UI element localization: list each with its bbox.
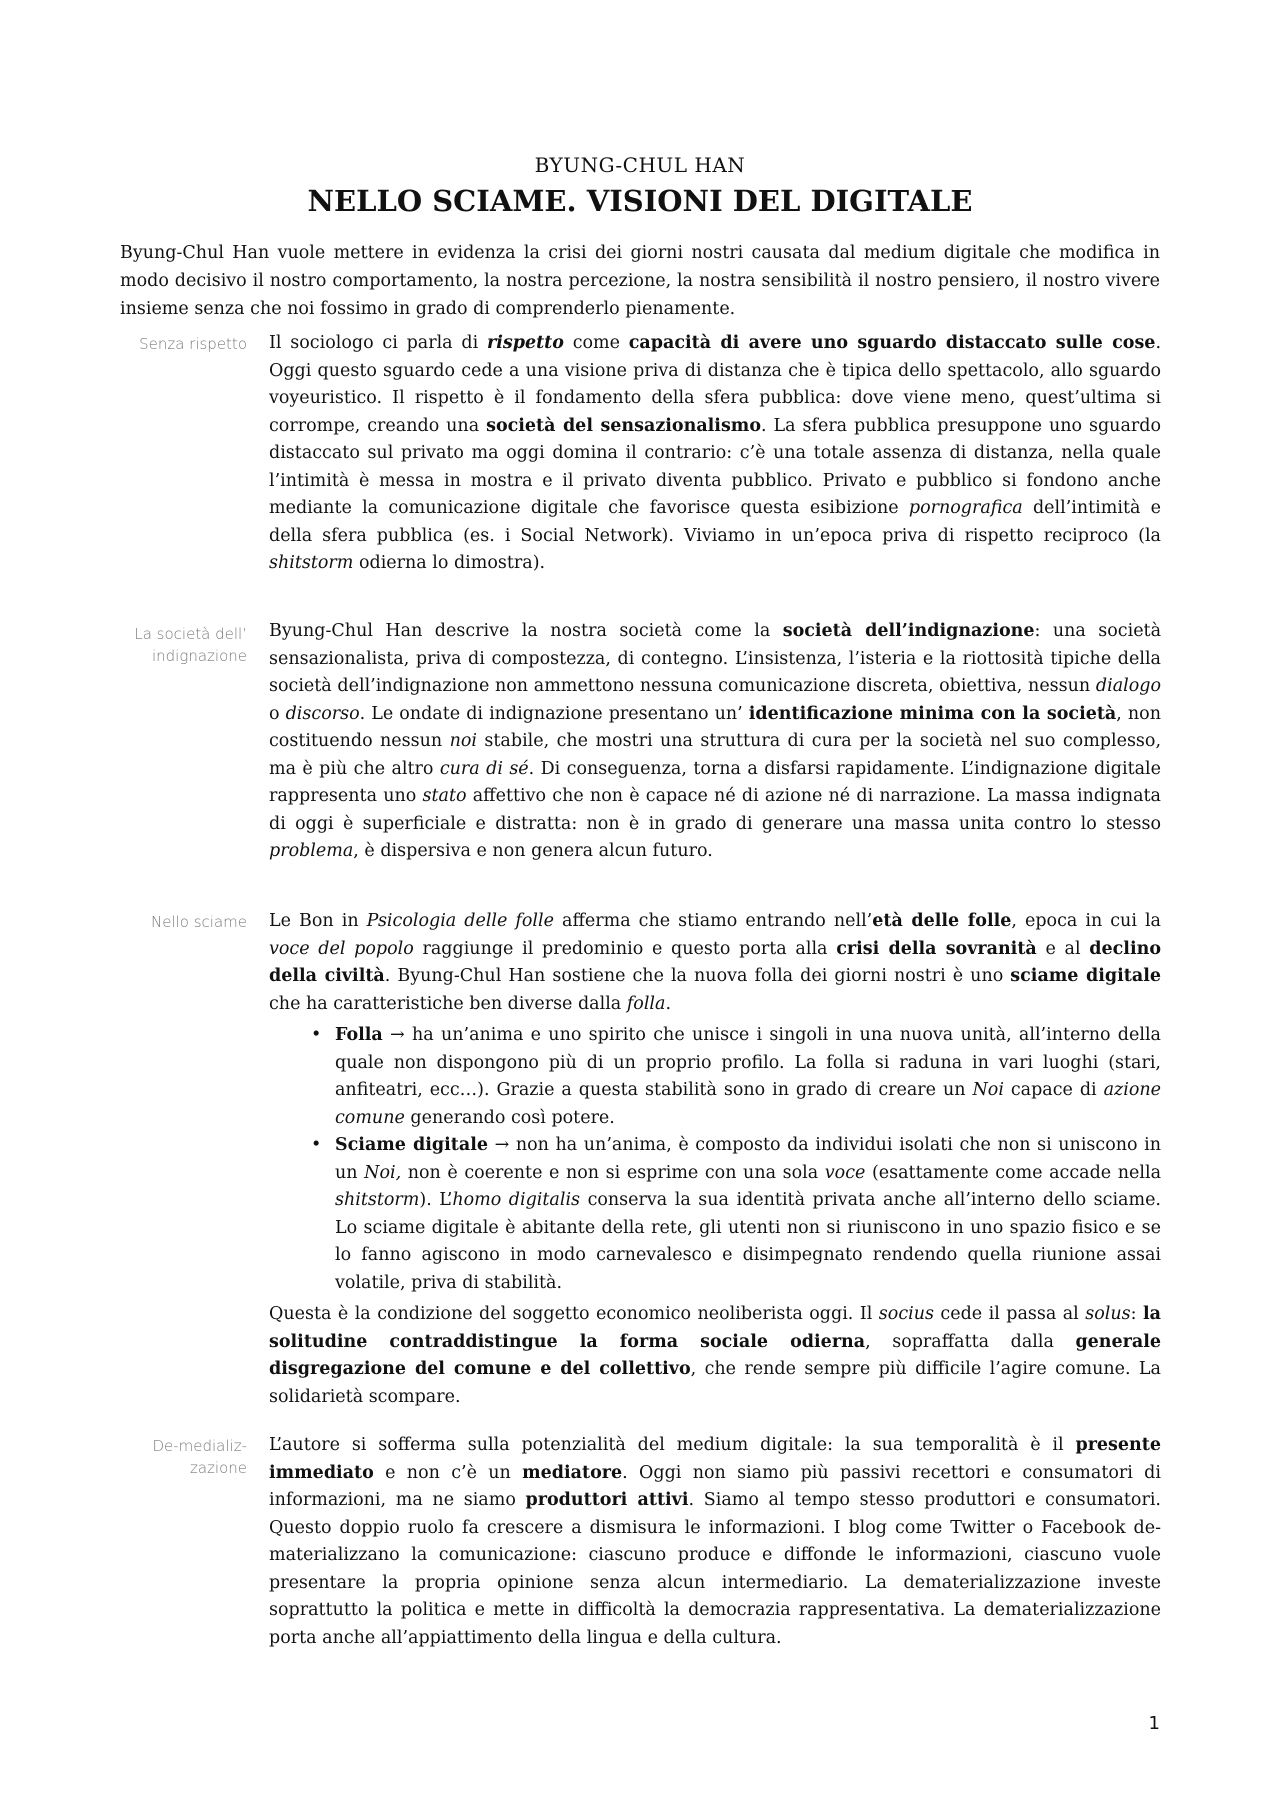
document-title: NELLO SCIAME. VISIONI DEL DIGITALE xyxy=(307,184,973,218)
margin-label xyxy=(110,1435,247,1479)
section-body xyxy=(269,618,1161,866)
paragraph: Il sociologo ci parla di rispetto come capacità di avere uno sguardo distaccato sulle cose. Oggi questo sguardo cede a una visione priva di distanza che è tipica dello spettacolo, allo sguardo voyeuristico. Il rispetto è il fondamento della sfera pubblica: dove viene meno, quest’ultima si corrompe, creando una società del sensazionalismo. La sfera pubblica presuppone uno sguardo distaccato sul privato ma oggi domina il contrario: c’è una totale assenza di distanza, nella quale l’intimità è messa in mostra e il privato diventa pubblico. Privato e pubblico si fondono anche mediante la comunicazione digitale che favorisce questa esibizione pornografica dell’intimità e della sfera pubblica (es. i Social Network). Viviamo in un’epoca priva di rispetto reciproco (la shitstorm odierna lo dimostra). xyxy=(269,333,1162,573)
section-body xyxy=(269,330,1161,578)
margin-label-line: indignazione xyxy=(151,647,247,665)
bullet-icon: • xyxy=(311,1135,322,1155)
bullet-icon: • xyxy=(311,1025,322,1045)
intro-paragraph: Byung-Chul Han vuole mettere in evidenza la crisi dei giorni nostri causata dal medium digitale che modifica in modo decisivo il nostro comportamento, la nostra percezione, la nostra sensibilità il nostro pensiero, il nostro vivere insieme senza che noi fossimo in grado di comprenderlo pienamente. xyxy=(120,243,1160,319)
paragraph: Questa è la condizione del soggetto economico neoliberista oggi. Il socius cede il passa al solus: la solitudine contraddistingue la forma sociale odierna, sopraffatta dalla generale disgregazione del comune e del collettivo, che rende sempre più difficile l’agire comune. La solidarietà scompare. xyxy=(269,1304,1162,1407)
margin-label xyxy=(110,623,247,667)
page-number: 1 xyxy=(1148,1713,1160,1734)
author-name: BYUNG-CHUL HAN xyxy=(534,153,746,177)
margin-label-line: De-medializ- xyxy=(152,1437,247,1455)
section-body xyxy=(269,908,1161,1411)
paragraph: L’autore si sofferma sulla potenzialità del medium digitale: la sua temporalità è il presente immediato e non c’è un mediatore. Oggi non siamo più passivi recettori e consumatori di informazioni, ma ne siamo produttori attivi. Siamo al tempo stesso produttori e consumatori. Questo doppio ruolo fa crescere a dismisura le informazioni. I blog come Twitter o Facebook de-materializzano la comunicazione: ciascuno produce e diffonde le informazioni, ciascuno vuole presentare la propria opinione senza alcun intermediario. La dematerializzazione investe soprattutto la politica e mette in difficoltà la democrazia rappresentativa. La dematerializzazione porta anche all’appiattimento della lingua e della cultura. xyxy=(269,1435,1161,1648)
margin-label: Senza rispetto xyxy=(139,335,247,353)
section-body xyxy=(269,1432,1161,1652)
margin-label: Nello sciame xyxy=(151,913,247,931)
arrow-right-icon: → xyxy=(382,1025,412,1045)
paragraph: Le Bon in Psicologia delle folle afferma che stiamo entrando nell’età delle folle, epoca in cui la voce del popolo raggiunge il predominio e questo porta alla crisi della sovranità e al declino della civiltà. Byung-Chul Han sostiene che la nuova folla dei giorni nostri è uno sciame digitale che ha caratteristiche ben diverse dalla folla. xyxy=(269,911,1161,1014)
list-item: • Sciame digitale → non ha un’anima, è composto da individui isolati che non si uniscono in un Noi, non è coerente e non si esprime con una sola voce (esattamente come accade nella shitstorm). L’homo digitalis conserva la sua identità privata anche all’interno dello sciame. Lo sciame digitale è abitante della rete, gli utenti non si riuniscono in uno spazio fisico e se lo fanno agiscono in modo carnevalesco e disimpegnato rendendo quella riunione assai volatile, priva di stabilità. xyxy=(311,1132,1161,1297)
margin-label-line: La società dell’ xyxy=(134,625,247,643)
margin-label-line: zazione xyxy=(189,1459,247,1477)
bullet-list xyxy=(311,1022,1161,1297)
arrow-right-icon: → xyxy=(488,1135,516,1155)
list-item: • Folla → ha un’anima e uno spirito che unisce i singoli in una nuova unità, all’interno della quale non dispongono più di un proprio profilo. La folla si raduna in vari luoghi (stari, anfiteatri, ecc…). Grazie a questa stabilità sono in grado di creare un Noi capace di azione comune generando così potere. xyxy=(311,1022,1161,1132)
paragraph: Byung-Chul Han descrive la nostra società come la società dell’indignazione: una società sensazionalista, priva di compostezza, di contegno. L’insistenza, l’isteria e la riottosità tipiche della società dell’indignazione non ammettono nessuna comunicazione discreta, obiettiva, nessun dialogo o discorso. Le ondate di indignazione presentano un’ identificazione minima con la società, non costituendo nessun noi stabile, che mostri una struttura di cura per la società nel suo complesso, ma è più che altro cura di sé. Di conseguenza, torna a disfarsi rapidamente. L’indignazione digitale rappresenta uno stato affettivo che non è capace né di azione né di narrazione. La massa indignata di oggi è superficiale e distratta: non è in grado di generare una massa unita contro lo stesso problema, è dispersiva e non genera alcun futuro. xyxy=(269,621,1162,861)
